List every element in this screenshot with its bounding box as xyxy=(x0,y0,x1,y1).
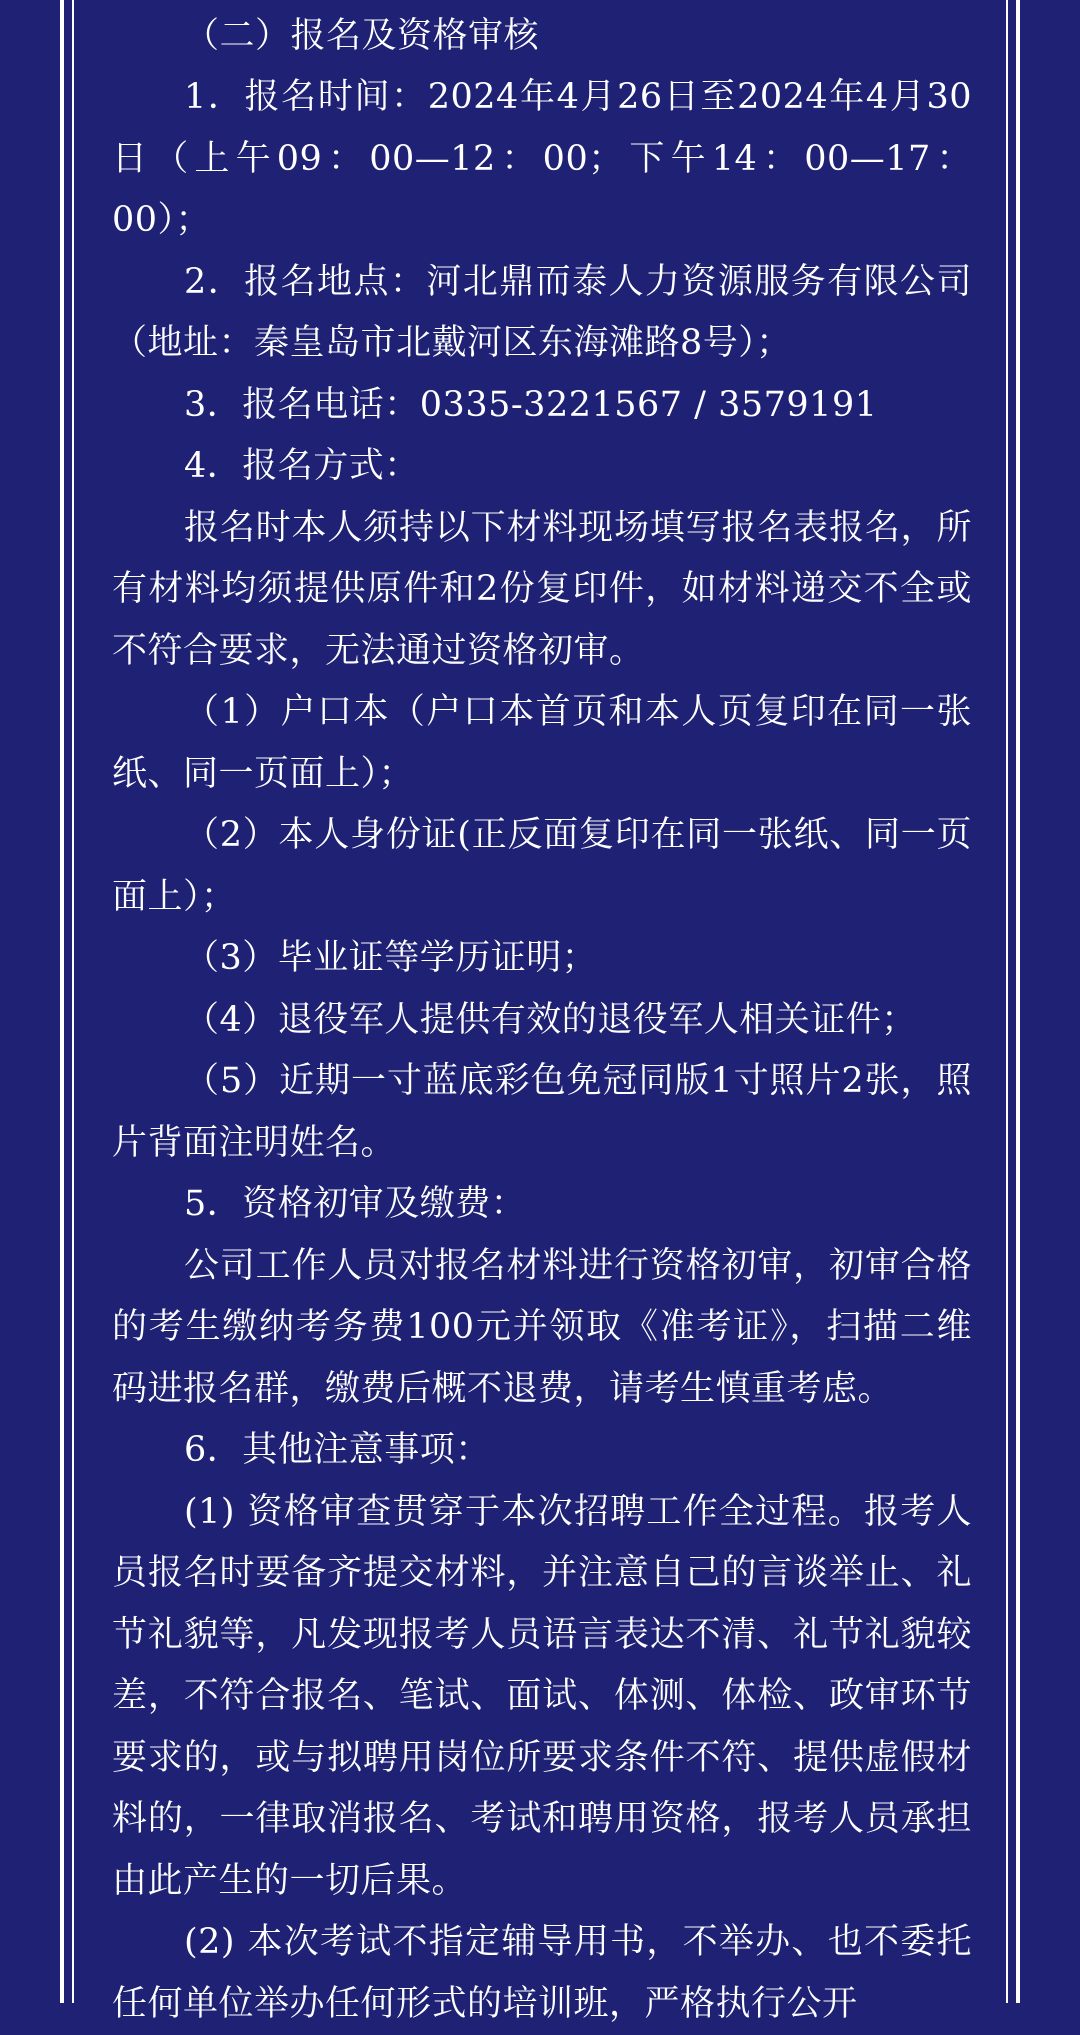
item-label: 1．报名时间： xyxy=(184,77,428,117)
right-border-outer xyxy=(1016,0,1020,2003)
section-heading: （二）报名及资格审核 xyxy=(184,15,540,56)
method-intro: 报名时本人须持以下材料现场填写报名表报名，所有材料均须提供原件和2份复印件，如材料递交不全或不符合要求，无法通过资格初审。 xyxy=(112,507,972,671)
material-item: （5）近期一寸蓝底彩色免冠同版1寸照片2张，照片背面注明姓名。 xyxy=(112,1061,972,1163)
note-item: (2) 本次考试不指定辅导用书，不举办、也不委托任何单位举办任何形式的培训班，严格执行公开 xyxy=(112,1922,972,2024)
material-item: （3）毕业证等学历证明； xyxy=(184,938,598,978)
material-item: （1）户口本（户口本首页和本人页复印在同一张纸、同一页面上）； xyxy=(112,692,972,794)
note-item: (1) 资格审查贯穿于本次招聘工作全过程。报考人员报名时要备齐提交材料，并注意自己的言谈举止、礼节礼貌等，凡发现报考人员语言表达不清、礼节礼貌较差，不符合报名、笔试、面试、体测、体检、政审环节要求的，或与拟聘用岗位所要求条件不符、提供虚假材料的，一律取消报名、考试和聘用资格，报考人员承担由此产生的一切后果。 xyxy=(112,1491,972,1901)
item-label: 2．报名地点： xyxy=(184,261,427,302)
item-label: 4．报名方式： xyxy=(184,446,420,486)
item-text: 河北鼎而泰人力资源服务有限公司（地址：秦皇岛市北戴河区东海滩路8号）； xyxy=(112,261,972,363)
item-label: 3．报名电话： xyxy=(184,384,420,425)
item-registration-phone xyxy=(112,375,972,437)
notice-body xyxy=(112,0,972,2035)
item-other-notes-label: 6．其他注意事项： xyxy=(184,1430,491,1470)
right-border-inner xyxy=(1006,0,1008,2003)
item-registration-method xyxy=(112,436,972,498)
item-text: 2024年4月26日至2024年4月30日（上午09：00—12：00；下午14：00—17：00）； xyxy=(112,77,972,240)
left-border-inner xyxy=(72,0,74,2003)
item-registration-time xyxy=(112,67,972,252)
left-border-outer xyxy=(60,0,64,2003)
item-review-and-fee-label: 5．资格初审及缴费： xyxy=(184,1184,527,1224)
material-item: （4）退役军人提供有效的退役军人相关证件； xyxy=(184,999,917,1040)
item-review-and-fee-text: 公司工作人员对报名材料进行资格初审，初审合格的考生缴纳考务费100元并领取《准考证》，扫描二维码进报名群，缴费后概不退费，请考生慎重考虑。 xyxy=(112,1245,972,1409)
item-registration-place xyxy=(112,252,972,375)
material-item: （2）本人身份证(正反面复印在同一张纸、同一页面上）； xyxy=(112,815,972,917)
cut-off-line xyxy=(112,0,972,6)
item-text: 0335-3221567 / 3579191 xyxy=(419,384,878,425)
